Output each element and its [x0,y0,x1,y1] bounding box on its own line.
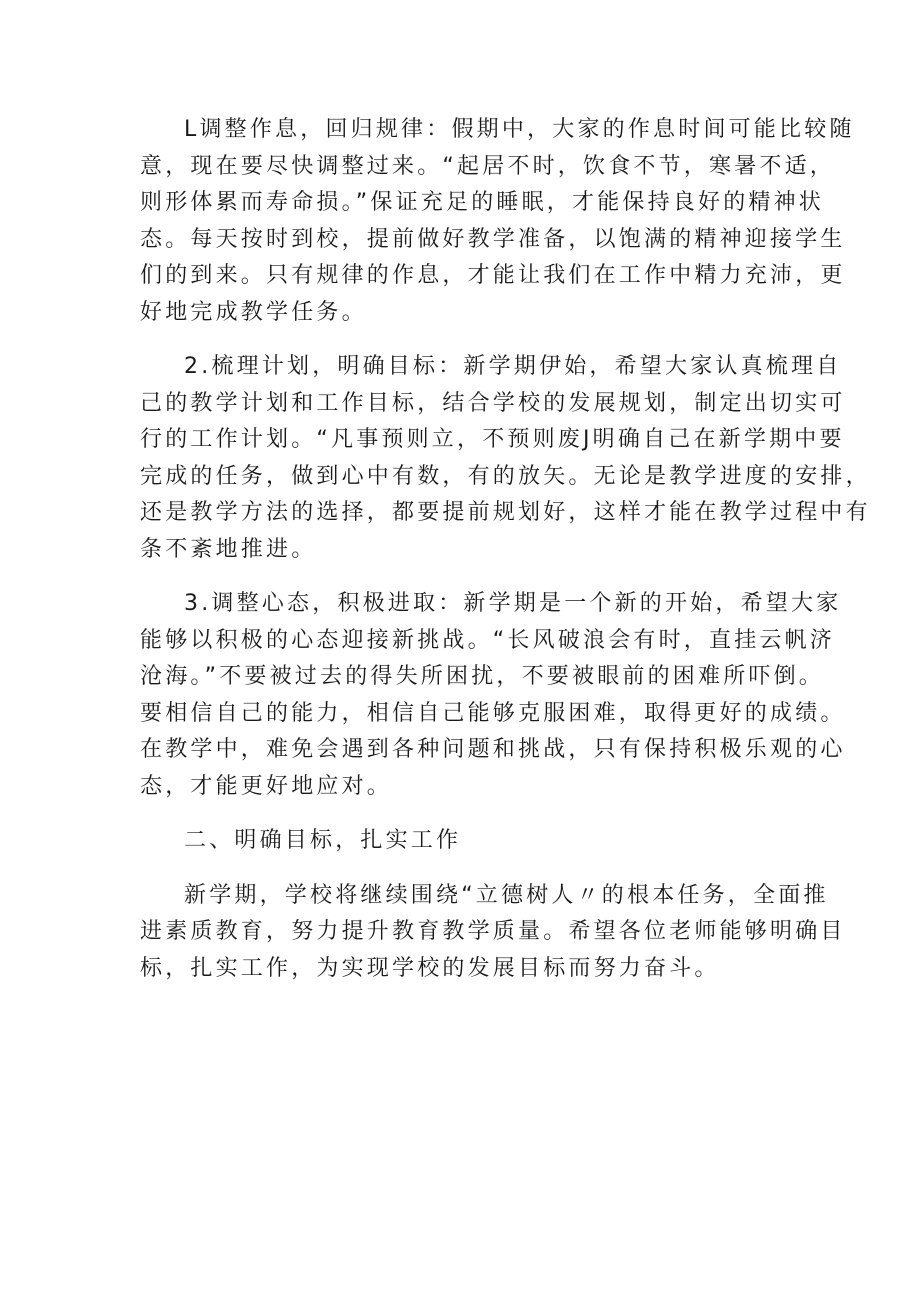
text-line: 新学期，学校将继续围绕“立德树人〃的根本任务，全面推 [184,882,829,908]
text-line: 还是教学方法的选择，都要提前规划好，这样才能在教学过程中有 [140,500,871,525]
paragraph-item-3 [140,586,846,805]
text-line: 2.梳理计划，明确目标：新学期伊始，希望大家认真梳理自 [184,354,842,379]
text-line: 意，现在要尽快调整过来。“起居不时，饮食不节，寒暑不适， [140,153,835,179]
section-heading [140,823,800,860]
text-line: 行的工作计划。“凡事预则立，不预则废J明确自己在新学期中要 [140,427,845,452]
text-line: 好地完成教学任务。 [140,299,367,325]
text-line: 要相信自己的能力，相信自己能够克服困难，取得更好的成绩。 [140,700,846,726]
paragraph-section-body [140,878,846,988]
text-line: 态，才能更好地应对。 [140,773,393,799]
document-body [140,112,871,987]
text-line: 己的教学计划和工作目标，结合学校的发展规划，制定出切实可 [140,390,846,416]
text-line: L调整作息，回归规律：假期中，大家的作息时间可能比较随 [184,117,855,142]
paragraph-item-1 [140,112,855,331]
text-line: 3.调整心态，积极进取：新学期是一个新的开始，希望大家 [184,591,842,616]
text-line: 在教学中，难免会遇到各种问题和挑战，只有保持积极乐观的心 [140,737,846,762]
paragraph-item-2 [140,349,871,568]
text-line: 沧海。”不要被过去的得失所困扰，不要被眼前的困难所吓倒。 [140,664,824,689]
section-heading-text: 二、明确目标，扎实工作 [184,828,462,853]
text-line: 标，扎实工作，为实现学校的发展目标而努力奋斗。 [140,955,720,981]
text-line: 则形体累而寿命损。”保证充足的睡眠，才能保持良好的精神状 [140,190,824,215]
text-line: 态。每天按时到校，提前做好教学准备，以饱满的精神迎接学生 [140,226,846,252]
text-line: 条不紊地推进。 [140,536,317,562]
text-line: 完成的任务，做到心中有数，有的放矢。无论是教学进度的安排， [140,463,871,489]
text-line: 们的到来。只有规律的作息，才能让我们在工作中精力充沛，更 [140,263,846,288]
text-line: 能够以积极的心态迎接新挑战。“长风破浪会有时，直挂云帆济 [140,627,835,653]
text-line: 进素质教育，努力提升教育教学质量。希望各位老师能够明确目 [140,919,846,944]
